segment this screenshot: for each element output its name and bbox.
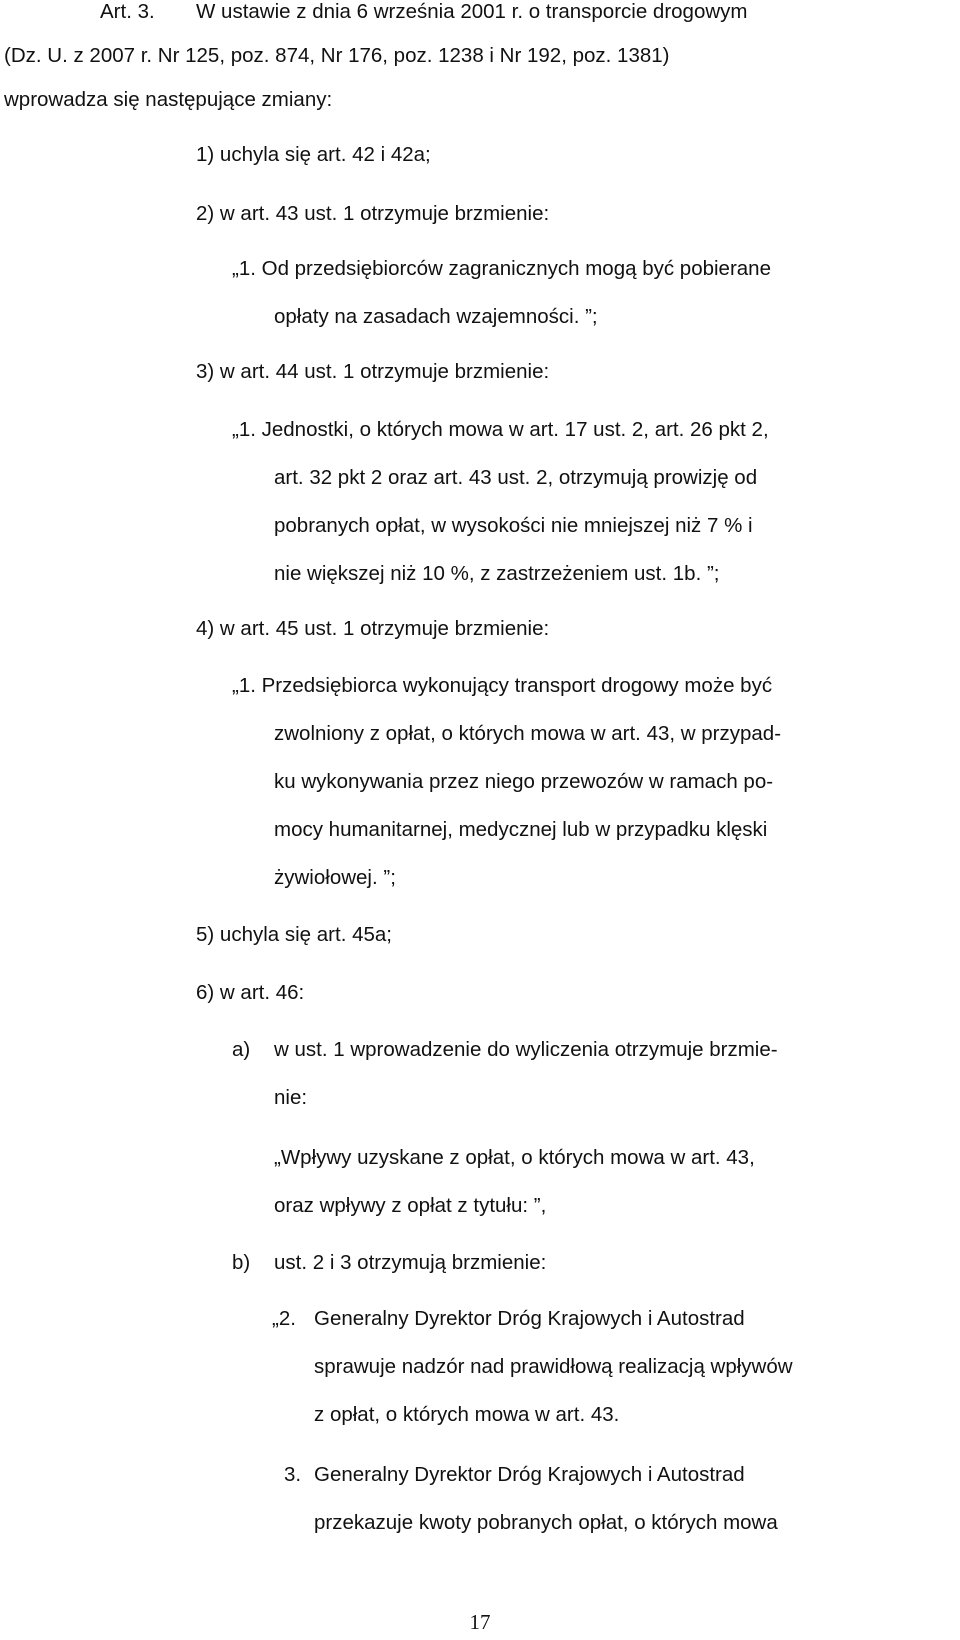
point-4-quote-line-2: zwolniony z opłat, o których mowa w art. 43, w przypad- (274, 722, 782, 745)
point-6a-quote-line-1: „Wpływy uzyskane z opłat, o których mowa w art. 43, (274, 1146, 755, 1169)
point-6b-quote-3-line-2: przekazuje kwoty pobranych opłat, o których mowa (314, 1511, 778, 1534)
point-3-quote-line-4: nie większej niż 10 %, z zastrzeżeniem ust. 1b. ”; (274, 562, 720, 585)
point-3-quote-line-3: pobranych opłat, w wysokości nie mniejszej niż 7 % i (274, 514, 753, 537)
intro-line-1: W ustawie z dnia 6 września 2001 r. o transporcie drogowym (196, 0, 748, 23)
point-6b-quote-2-line-2: sprawuje nadzór nad prawidłową realizacją wpływów (314, 1355, 793, 1378)
point-6b-quote-2-label: „2. (272, 1307, 296, 1330)
point-6b-label: b) (232, 1251, 251, 1274)
point-3-quote-line-2: art. 32 pkt 2 oraz art. 43 ust. 2, otrzymują prowizję od (274, 466, 758, 489)
point-5: 5) uchyla się art. 45a; (196, 923, 392, 946)
article-heading: Art. 3. (100, 0, 155, 23)
point-6b-quote-3-label: 3. (284, 1463, 302, 1486)
point-2-quote-line-1: „1. Od przedsiębiorców zagranicznych mogą być pobierane (232, 257, 771, 280)
point-6b-quote-2-line-1: Generalny Dyrektor Dróg Krajowych i Autostrad (314, 1307, 745, 1330)
point-4: 4) w art. 45 ust. 1 otrzymuje brzmienie: (196, 617, 550, 640)
intro-line-3: wprowadza się następujące zmiany: (4, 88, 333, 111)
page-number: 17 (469, 1610, 491, 1634)
point-1: 1) uchyla się art. 42 i 42a; (196, 143, 431, 166)
intro-line-2: (Dz. U. z 2007 r. Nr 125, poz. 874, Nr 176, poz. 1238 i Nr 192, poz. 1381) (4, 44, 670, 67)
point-4-quote-line-1: „1. Przedsiębiorca wykonujący transport drogowy może być (232, 674, 773, 697)
point-2-quote-line-2: opłaty na zasadach wzajemności. ”; (274, 305, 598, 328)
point-4-quote-line-4: mocy humanitarnej, medycznej lub w przypadku klęski (274, 818, 768, 841)
point-3: 3) w art. 44 ust. 1 otrzymuje brzmienie: (196, 360, 550, 383)
point-6b-quote-3-line-1: Generalny Dyrektor Dróg Krajowych i Autostrad (314, 1463, 745, 1486)
point-2: 2) w art. 43 ust. 1 otrzymuje brzmienie: (196, 202, 550, 225)
point-6: 6) w art. 46: (196, 981, 305, 1004)
point-6a-quote-line-2: oraz wpływy z opłat z tytułu: ”, (274, 1194, 547, 1217)
point-4-quote-line-3: ku wykonywania przez niego przewozów w ramach po- (274, 770, 774, 793)
point-6a-label: a) (232, 1038, 251, 1061)
point-6a-line-2: nie: (274, 1086, 308, 1109)
point-6a-line-1: w ust. 1 wprowadzenie do wyliczenia otrzymuje brzmie- (274, 1038, 778, 1061)
point-3-quote-line-1: „1. Jednostki, o których mowa w art. 17 ust. 2, art. 26 pkt 2, (232, 418, 769, 441)
point-6b-line-1: ust. 2 i 3 otrzymują brzmienie: (274, 1251, 547, 1274)
point-6b-quote-2-line-3: z opłat, o których mowa w art. 43. (314, 1403, 620, 1426)
point-4-quote-line-5: żywiołowej. ”; (274, 866, 396, 889)
